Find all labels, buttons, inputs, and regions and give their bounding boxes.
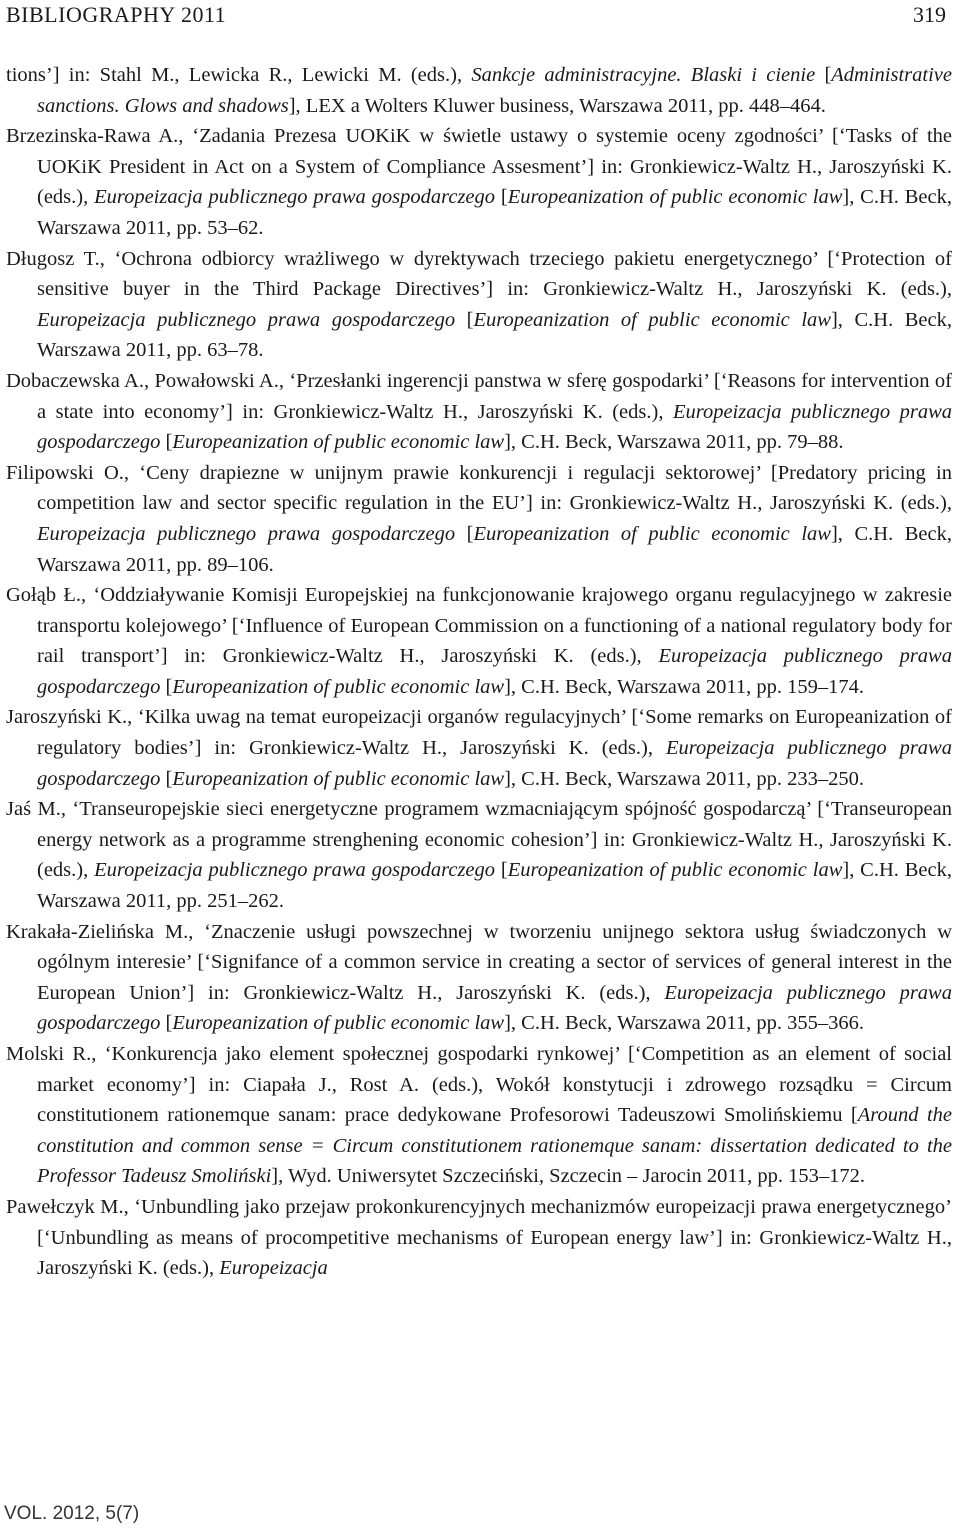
bibliography-entry: Dobaczewska A., Powałowski A., ‘Przesłanki ingerencji panstwa w sferę gospodarki’ [‘Reasons for intervention of a state into economy’] in: Gronkiewicz-Waltz H., Jaroszyński K. (eds.), Europeizacja publicznego prawa gospodarczego [Europeanization of public economic law], C.H. Beck, Warszawa 2011, pp. 79–88. [6,369,952,454]
bibliography-entry: Długosz T., ‘Ochrona odbiorcy wrażliwego w dyrektywach trzeciego pakietu energetycznego’ [‘Protection of sensitive buyer in the Third Package Directives’] in: Gronkiewicz-Waltz H., Jaroszyński K. (eds.), Europeizacja publicznego prawa gospodarczego [Europeanization of public economic law], C.H. Beck, Warszawa 2011, pp. 63–78. [6,247,952,362]
bibliography-entry: tions’] in: Stahl M., Lewicka R., Lewicki M. (eds.), Sankcje administracyjne. Blaski i cienie [Administrative sanctions. Glows and shadows], LEX a Wolters Kluwer business, Warszawa 2011, pp. 448–464. [6,64,952,117]
bibliography-entry: Jaroszyński K., ‘Kilka uwag na temat europeizacji organów regulacyjnych’ [‘Some remarks on Europeanization of regulatory bodies’] in: Gronkiewicz-Waltz H., Jaroszyński K. (eds.), Europeizacja publicznego prawa gospodarczego [Europeanization of public economic law], C.H. Beck, Warszawa 2011, pp. 233–250. [6,706,952,790]
page-header [0,0,960,40]
bibliography-entry: Pawełczyk M., ‘Unbundling jako przejaw prokonkurencyjnych mechanizmów europeizacji prawa energetycznego’ [‘Unbundling as means of procompetitive mechanisms of European energy law’] in: Gronkiewicz-Waltz H., Jaroszyński K. (eds.), Europeizacja [6,1195,952,1280]
running-head: BIBLIOGRAPHY 2011 [6,2,227,27]
page-number: 319 [913,2,946,27]
bibliography-entry: Brzezinska-Rawa A., ‘Zadania Prezesa UOKiK w świetle ustawy o systemie oceny zgodności’ [‘Tasks of the UOKiK President in Act on a System of Compliance Assesment’] in: Gronkiewicz-Waltz H., Jaroszyński K. (eds.), Europeizacja publicznego prawa gospodarczego [Europeanization of public economic law], C.H. Beck, Warszawa 2011, pp. 53–62. [6,125,952,239]
bibliography-entry: Gołąb Ł., ‘Oddziaływanie Komisji Europejskiej na funkcjonowanie krajowego organu regulacyjnego w zakresie transportu kolejowego’ [‘Influence of European Commission on a functioning of a national regulatory body for rail transport’] in: Gronkiewicz-Waltz H., Jaroszyński K. (eds.), Europeizacja publicznego prawa gospodarczego [Europeanization of public economic law], C.H. Beck, Warszawa 2011, pp. 159–174. [6,584,952,698]
volume-footer: VOL. 2012, 5(7) [4,1503,140,1524]
bibliography-entry: Filipowski O., ‘Ceny drapiezne w unijnym prawie konkurencji i regulacji sektorowej’ [Predatory pricing in competition law and sector specific regulation in the EU’] in: Gronkiewicz-Waltz H., Jaroszyński K. (eds.), Europeizacja publicznego prawa gospodarczego [Europeanization of public economic law], C.H. Beck, Warszawa 2011, pp. 89–106. [6,461,952,576]
bibliography-list [6,60,952,1284]
bibliography-entry: Krakała-Zielińska M., ‘Znaczenie usługi powszechnej w tworzeniu unijnego sektora usług świadczonych w ogólnym interesie’ [‘Signifance of a common service in creating a sector of services of general interest in the European Union’] in: Gronkiewicz-Waltz H., Jaroszyński K. (eds.), Europeizacja publicznego prawa gospodarczego [Europeanization of public economic law], C.H. Beck, Warszawa 2011, pp. 355–366. [6,920,952,1035]
bibliography-entry: Molski R., ‘Konkurencja jako element społecznej gospodarki rynkowej’ [‘Competition as an element of social market economy’] in: Ciapała J., Rost A. (eds.), Wokół konstytucji i zdrowego rozsądku = Circum constitutionem rationemque sanam: prace dedykowane Profesorowi Tadeuszowi Smolińskiemu [Around the constitution and common sense = Circum constitutionem rationemque sanam: dissertation dedicated to the Professor Tadeusz Smoliński], Wyd. Uniwersytet Szczeciński, Szczecin – Jarocin 2011, pp. 153–172. [6,1043,952,1188]
bibliography-entry: Jaś M., ‘Transeuropejskie sieci energetyczne programem wzmacniającym spójność gospodarczą’ [‘Transeuropean energy network as a programme strenghening economic cohesion’] in: Gronkiewicz-Waltz H., Jaroszyński K. (eds.), Europeizacja publicznego prawa gospodarczego [Europeanization of public economic law], C.H. Beck, Warszawa 2011, pp. 251–262. [6,798,952,913]
